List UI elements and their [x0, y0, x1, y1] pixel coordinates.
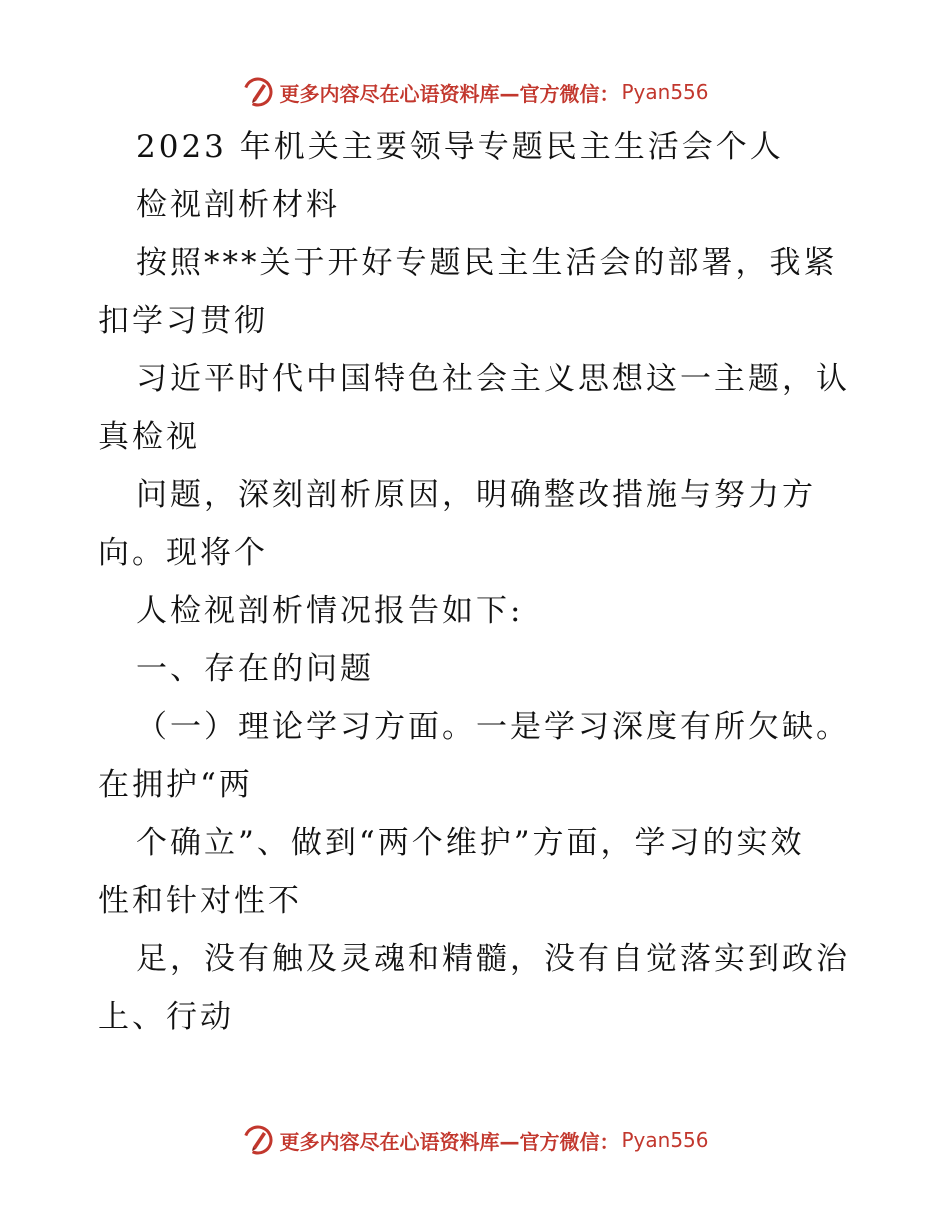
section-heading: 一、存在的问题 — [136, 651, 374, 687]
body-line: 真检视 — [98, 419, 200, 455]
body-line: 问题，深刻剖析原因，明确整改措施与努力方 — [136, 477, 816, 513]
watermark-handle: Pyan556 — [621, 80, 709, 104]
title-line: 2023 年机关主要领导专题民主生活会个人 — [136, 129, 784, 165]
watermark-text: 更多内容尽在心语资料库—官方微信： — [279, 81, 620, 106]
body-line: 人检视剖析情况报告如下: — [136, 593, 524, 629]
body-line: 向。现将个 — [98, 535, 268, 571]
body-line: 按照***关于开好专题民主生活会的部署，我紧 — [136, 245, 838, 281]
pen-logo-icon — [241, 1123, 275, 1157]
body-line: 性和针对性不 — [98, 883, 302, 919]
body-line: 足，没有触及灵魂和精髓，没有自觉落实到政治 — [136, 941, 850, 977]
document-body — [98, 118, 898, 1046]
header-watermark — [0, 72, 950, 112]
watermark-text: 更多内容尽在心语资料库—官方微信： — [279, 1129, 620, 1154]
body-line: （一）理论学习方面。一是学习深度有所欠缺。 — [136, 709, 850, 745]
watermark-handle: Pyan556 — [621, 1128, 709, 1152]
title-line: 检视剖析材料 — [136, 187, 340, 223]
body-line: 习近平时代中国特色社会主义思想这一主题，认 — [136, 361, 850, 397]
body-line: 扣学习贯彻 — [98, 303, 268, 339]
pen-logo-icon — [241, 75, 275, 109]
body-line: 个确立”、做到“两个维护”方面，学习的实效 — [136, 825, 805, 861]
body-line: 在拥护“两 — [98, 767, 253, 803]
body-line: 上、行动 — [98, 999, 234, 1035]
footer-watermark — [0, 1120, 950, 1160]
